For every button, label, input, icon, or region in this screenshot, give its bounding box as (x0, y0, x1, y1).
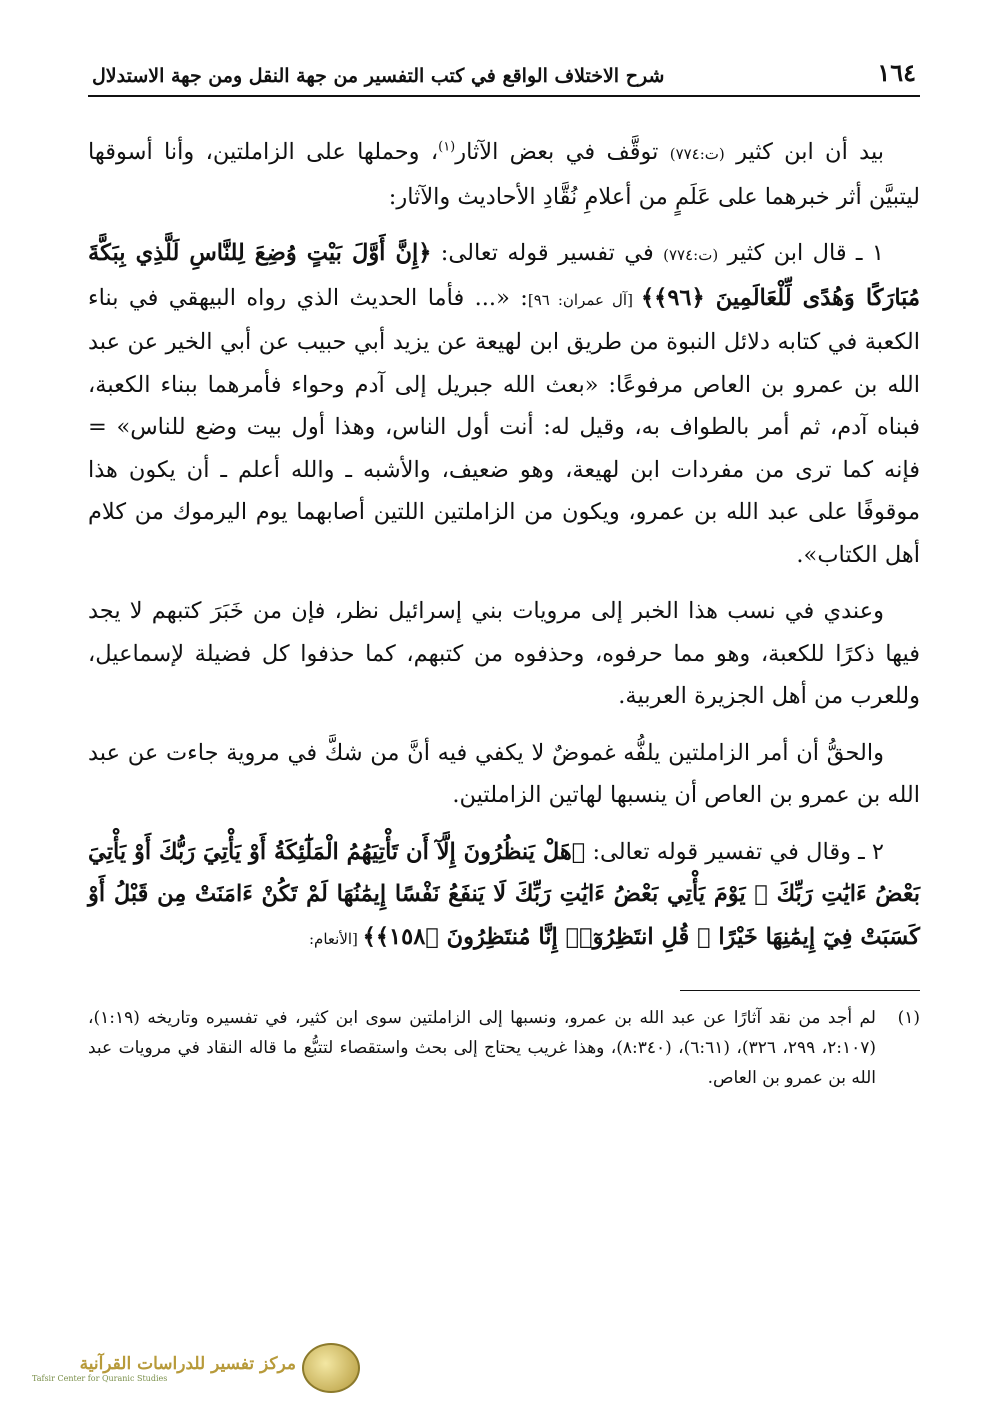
p1-text-c: توقَّف في بعض الآثار (455, 139, 670, 165)
paragraph-5 (88, 831, 920, 961)
paragraph-3: وعندي في نسب هذا الخبر إلى مرويات بني إسرائيل نظر، فإن من خَبَرَ كتبهم لا يجد فيها ذكرًا للكعبة، وهو مما حرفوه، وحذفوه من كتبهم، كما حذفوا كل فضيلة لإسماعيل، وللعرب من أهل الجزيرة العربية. (88, 598, 920, 709)
logo-english: Tafsir Center for Quranic Studies (32, 1373, 168, 1383)
p2-text-a: ١ ـ قال ابن كثير (718, 240, 884, 266)
logo-text (32, 1354, 296, 1383)
running-title: شرح الاختلاف الواقع في كتب التفسير من جهة النقل ومن جهة الاستدلال (92, 65, 665, 87)
p1-text-a: بيد أن ابن كثير (724, 139, 885, 165)
footnote-text: لم أجد من نقد آثارًا عن عبد الله بن عمرو، ونسبها إلى الزاملتين سوى ابن كثير، في تفسيره وتاريخه (١:١٩)، (٢:١٠٧، ٢٩٩، ٣٢٦)، (٦:٦١)، (٨:٣٤٠)، وهذا غريب يحتاج إلى بحث واستقصاء لتتبُّع ما قاله النقاد في مرويات عبد الله بن عمرو بن العاص. (88, 1008, 877, 1088)
quran-verse: ﴿هَلْ يَنظُرُونَ إِلَّآ أَن تَأْتِيَهُمُ الْمَلَٰٓئِكَةُ أَوْ يَأْتِيَ رَبُّكَ أَوْ يَأْتِيَ بَعْضُ ءَايَٰتِ رَبِّكَ ۗ يَوْمَ يَأْتِي بَعْضُ ءَايَٰتِ رَبِّكَ لَا يَنفَعُ نَفْسًا إِيمَٰنُهَا لَمْ تَكُنْ ءَامَنَتْ مِن قَبْلُ أَوْ كَسَبَتْ فِيٓ إِيمَٰنِهَا خَيْرًا ۗ قُلِ انتَظِرُوٓا۟ إِنَّا مُنتَظِرُونَ ﴿١٥٨﴾﴾ (88, 838, 920, 950)
paragraph-4: والحقُّ أن أمر الزاملتين يلفُّه غموضٌ لا يكفي فيه أنَّ من شكَّ في مروية جاءت عن عبد الله بن عمرو بن العاص أن ينسبها لهاتين الزاملتين. (88, 739, 920, 808)
running-header (88, 58, 920, 97)
footnote-1 (88, 1003, 920, 1093)
publisher-logo (24, 1342, 360, 1394)
death-date: (ت:٧٧٤) (669, 145, 725, 163)
p1-text-d: ، وحملها على الزاملتين، وأنا أسوقها ليتبيَّن أثر خبرهما على عَلَمٍ من أعلامِ نُقَّادِ الأحاديث والآثار: (88, 139, 920, 210)
main-text (88, 131, 920, 960)
footnote-divider (680, 990, 920, 991)
quran-verse: ﴿إِنَّ أَوَّلَ بَيْتٍ وُضِعَ لِلنَّاسِ لَلَّذِي بِبَكَّةَ مُبَارَكًا وَهُدًى لِّلْعَالَمِينَ ﴿٩٦﴾﴾ (88, 240, 921, 311)
globe-icon (302, 1343, 360, 1393)
page-number: ١٦٤ (877, 58, 916, 87)
paragraph-2 (88, 232, 920, 576)
p5-text-a: ٢ ـ وقال في تفسير قوله تعالى: (585, 838, 885, 865)
death-date: (ت:٧٧٤) (663, 246, 719, 264)
paragraph-1 (88, 131, 920, 218)
footnote-number: (١) (897, 1008, 920, 1028)
p2-text-c: في تفسير قوله تعالى: (431, 240, 664, 266)
page (88, 58, 920, 1093)
verse-reference: [آل عمران: ٩٦] (527, 290, 641, 309)
footnote-ref[interactable]: (١) (438, 139, 456, 155)
logo-arabic: مركز تفسير للدراسات القرآنية (79, 1353, 296, 1374)
p2-text-d: : «... فأما الحديث الذي رواه البيهقي في بناء الكعبة في كتابه دلائل النبوة من طريق ابن لهيعة عن يزيد أبي حبيب عن أبي الخير عن عبد الله بن عمرو بن العاص مرفوعًا: «بعث الله جبريل إلى آدم وحواء فأمرهما ببناء الكعبة، فبناه آدم، ثم أمر بالطواف به، وقيل له: أنت أول الناس، وهذا أول بيت وضع للناس» = فإنه كما ترى من مفردات ابن لهيعة، وهو ضعيف، والأشبه ـ والله أعلم ـ أن يكون هذا موقوفًا على عبد الله بن عمرو، ويكون من الزاملتين اللتين أصابهما يوم اليرموك من كلام أهل الكتاب». (88, 284, 920, 568)
verse-reference: [الأنعام: (309, 929, 363, 948)
